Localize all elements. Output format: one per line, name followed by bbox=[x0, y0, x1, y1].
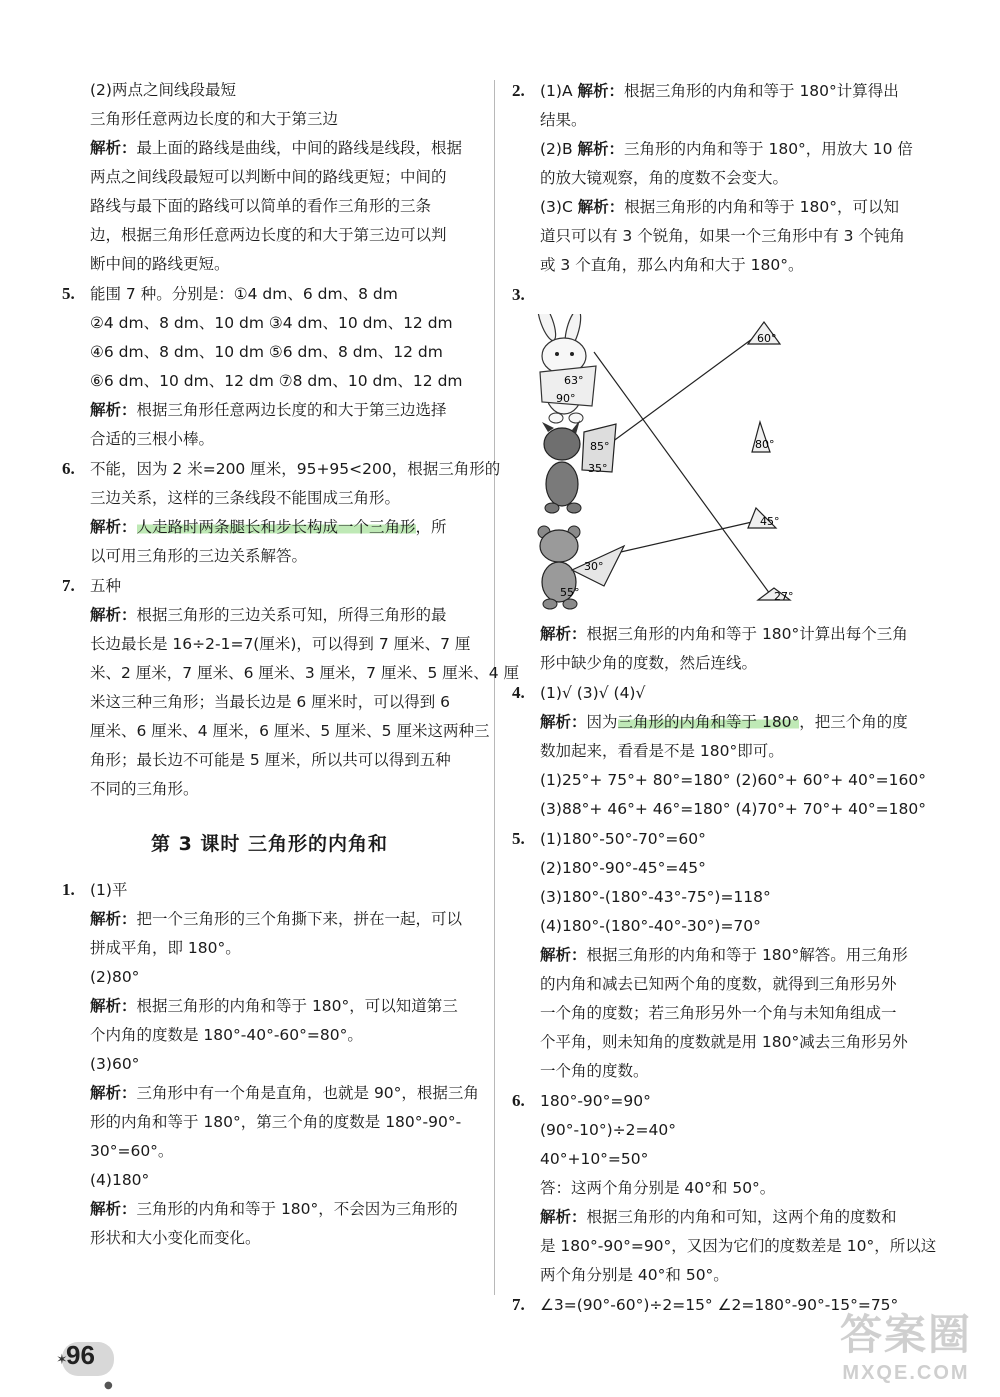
text-line: 厘米、6 厘米、4 厘米，6 厘米、5 厘米、5 厘米这两种三 bbox=[90, 722, 490, 740]
text-line: (2)180°-90°-45°=45° bbox=[540, 859, 706, 877]
text-line: 的放大镜观察，角的度数不会变大。 bbox=[540, 169, 789, 187]
q2-3 bbox=[512, 193, 930, 222]
text: 180°-90°=90° bbox=[540, 1092, 651, 1110]
text: 能围 7 种。分别是：①4 dm、6 dm、8 dm bbox=[90, 285, 398, 303]
question-number: 7. bbox=[62, 576, 75, 595]
analysis-label: 解析： bbox=[577, 82, 625, 100]
q4-2-answer: (2)两点之间线段最短 bbox=[90, 81, 236, 99]
angle-label: 35° bbox=[588, 462, 608, 475]
analysis-label: 解析： bbox=[540, 713, 587, 731]
text-line: 长边最长是 16÷2-1=7(厘米)，可以得到 7 厘米、7 厘 bbox=[90, 635, 471, 653]
question-number: 2. bbox=[512, 81, 525, 100]
highlighted-text: 人走路时两条腿长和步长构成一个三角形 bbox=[136, 518, 416, 536]
angle-label: 63° bbox=[564, 374, 584, 387]
question-6 bbox=[512, 1086, 930, 1116]
s1-2-answer: (2)80° bbox=[90, 968, 140, 986]
text-line: 30°=60°。 bbox=[90, 1142, 174, 1160]
text-line: 是 180°-90°=90°，又因为它们的度数差是 10°，所以这 bbox=[540, 1237, 937, 1255]
text-line: 合适的三根小棒。 bbox=[90, 430, 215, 448]
analysis-label: 解析： bbox=[540, 946, 587, 964]
text-line: 两个角分别是 40°和 50°。 bbox=[540, 1266, 729, 1284]
analysis-label: 解析： bbox=[577, 140, 625, 158]
text: 三角形的内角和等于 180°，用放大 10 倍 bbox=[624, 140, 913, 158]
angle-label: 80° bbox=[755, 438, 775, 451]
text: ，所 bbox=[415, 518, 447, 536]
analysis-label: 解析： bbox=[540, 625, 587, 643]
angle-label: 27° bbox=[774, 590, 794, 603]
q5-analysis bbox=[62, 396, 477, 425]
answer: (3)C bbox=[540, 198, 578, 216]
analysis-label: 解析： bbox=[540, 1208, 587, 1226]
s1-1-analysis bbox=[62, 905, 477, 934]
text-line: 三边关系，这样的三条线段不能围成三角形。 bbox=[90, 489, 401, 507]
connect-line bbox=[612, 522, 752, 554]
text: 三角形中有一个角是直角，也就是 90°，根据三角 bbox=[136, 1084, 479, 1102]
question-number: 7. bbox=[512, 1295, 525, 1314]
text: 根据三角形的内角和等于 180°解答。用三角形 bbox=[586, 946, 908, 964]
text: 根据三角形的内角和等于 180°计算得出 bbox=[624, 82, 899, 100]
question-number: 6. bbox=[62, 459, 75, 478]
text-line: 不同的三角形。 bbox=[90, 780, 199, 798]
text: 根据三角形的三边关系可知，所得三角形的最 bbox=[136, 606, 447, 624]
angle-label: 55° bbox=[560, 586, 580, 599]
analysis-label: 解析： bbox=[90, 997, 137, 1015]
text-line: 边，根据三角形任意两边长度的和大于第三边可以判 bbox=[90, 226, 447, 244]
text-line: 米、2 厘米，7 厘米、6 厘米、3 厘米，7 厘米、5 厘米、4 厘 bbox=[90, 664, 520, 682]
question-6 bbox=[62, 454, 501, 484]
right-column bbox=[512, 76, 937, 1320]
question-number: 4. bbox=[512, 683, 525, 702]
q5-analysis bbox=[512, 941, 930, 970]
text: ，把三个角的度 bbox=[799, 713, 908, 731]
text-line: (3)180°-(180°-43°-75°)=118° bbox=[540, 888, 771, 906]
text-line: 结果。 bbox=[540, 111, 587, 129]
s1-4-analysis bbox=[62, 1195, 477, 1224]
text-line: 角形；最长边不可能是 5 厘米，所以共可以得到五种 bbox=[90, 751, 451, 769]
left-column bbox=[62, 76, 520, 1253]
answer: (2)B bbox=[540, 140, 578, 158]
question-number: 3. bbox=[512, 285, 525, 304]
text-line: (3)88°+ 46°+ 46°=180° (4)70°+ 70°+ 40°=180° bbox=[540, 800, 926, 818]
text-line: 的内角和减去已知两个角的度数，就得到三角形另外 bbox=[540, 975, 897, 993]
page-number: 96 bbox=[66, 1340, 95, 1370]
analysis-label: 解析： bbox=[90, 1200, 137, 1218]
text: 根据三角形任意两边长度的和大于第三边选择 bbox=[136, 401, 447, 419]
question-4 bbox=[512, 678, 930, 708]
question-5 bbox=[62, 279, 477, 309]
text: 因为 bbox=[586, 713, 618, 731]
matching-diagram bbox=[512, 314, 922, 614]
text-line: 道只可以有 3 个锐角，如果一个三角形中有 3 个钝角 bbox=[540, 227, 905, 245]
text: 三角形的内角和等于 180°，不会因为三角形的 bbox=[136, 1200, 458, 1218]
q3-analysis bbox=[512, 620, 930, 649]
text: 根据三角形的内角和可知，这两个角的度数和 bbox=[586, 1208, 897, 1226]
analysis-label: 解析： bbox=[577, 198, 625, 216]
text: (1)180°-50°-70°=60° bbox=[540, 830, 706, 848]
bear-icon bbox=[538, 526, 624, 609]
analysis-label: 解析： bbox=[90, 139, 137, 157]
text-line: 数加起来，看看是不是 180°即可。 bbox=[540, 742, 784, 760]
q4-analysis bbox=[512, 708, 930, 737]
question-7 bbox=[62, 571, 477, 601]
text-line: 以可用三角形的三边关系解答。 bbox=[90, 547, 308, 565]
text: 把一个三角形的三个角撕下来，拼在一起，可以 bbox=[136, 910, 463, 928]
text-line: 断中间的路线更短。 bbox=[90, 255, 230, 273]
connect-line bbox=[612, 339, 752, 442]
question-number: 1. bbox=[62, 880, 75, 899]
watermark-url: MXQE.COM bbox=[842, 1362, 970, 1384]
analysis-label: 解析： bbox=[90, 1084, 137, 1102]
connect-line bbox=[594, 352, 770, 594]
text: 根据三角形的内角和等于 180°，可以知道第三 bbox=[136, 997, 458, 1015]
matching-figure bbox=[512, 314, 922, 614]
text: ∠3=(90°-60°)÷2=15° ∠2=180°-90°-15°=75° bbox=[540, 1296, 899, 1314]
text-line: ④6 dm、8 dm、10 dm ⑤6 dm、8 dm、12 dm bbox=[90, 343, 443, 361]
analysis-label: 解析： bbox=[90, 401, 137, 419]
text-line: (1)25°+ 75°+ 80°=180° (2)60°+ 60°+ 40°=160° bbox=[540, 771, 926, 789]
text: 最上面的路线是曲线，中间的路线是线段，根据 bbox=[136, 139, 463, 157]
s1-2-analysis bbox=[62, 992, 477, 1021]
text: 五种 bbox=[90, 577, 122, 595]
text-line: (4)180°-(180°-40°-30°)=70° bbox=[540, 917, 761, 935]
answer: (1)A bbox=[540, 82, 578, 100]
text-line: ⑥6 dm、10 dm、12 dm ⑦8 dm、10 dm、12 dm bbox=[90, 372, 463, 390]
s1-3-answer: (3)60° bbox=[90, 1055, 140, 1073]
dot-icon: ● bbox=[104, 1380, 113, 1391]
text-line: 个内角的度数是 180°-40°-60°=80°。 bbox=[90, 1026, 363, 1044]
text-line: 40°+10°=50° bbox=[540, 1150, 649, 1168]
q7-analysis bbox=[62, 601, 477, 630]
section-question-1 bbox=[62, 875, 477, 905]
s1-3-analysis bbox=[62, 1079, 477, 1108]
question-number: 5. bbox=[62, 284, 75, 303]
text: 根据三角形的内角和等于 180°计算出每个三角 bbox=[586, 625, 908, 643]
watermark bbox=[840, 1302, 972, 1385]
analysis-label: 解析： bbox=[90, 606, 137, 624]
s1-4-answer: (4)180° bbox=[90, 1171, 150, 1189]
angle-label: 30° bbox=[584, 560, 604, 573]
question-number: 5. bbox=[512, 829, 525, 848]
question-2 bbox=[512, 76, 930, 106]
text-line: 米这三种三角形；当最长边是 6 厘米时，可以得到 6 bbox=[90, 693, 451, 711]
text: (1)√ (3)√ (4)√ bbox=[540, 684, 646, 702]
question-3 bbox=[512, 280, 930, 310]
text-line: 个平角，则未知角的度数就是用 180°减去三角形另外 bbox=[540, 1033, 908, 1051]
q2-2 bbox=[512, 135, 930, 164]
analysis-label: 解析： bbox=[90, 910, 137, 928]
angle-label: 60° bbox=[757, 332, 777, 345]
text-line: 拼成平角，即 180°。 bbox=[90, 939, 241, 957]
text-line: 一个角的度数；若三角形另外一个角与未知角组成一 bbox=[540, 1004, 897, 1022]
text: (1)平 bbox=[90, 881, 128, 899]
text-line: ②4 dm、8 dm、10 dm ③4 dm、10 dm、12 dm bbox=[90, 314, 453, 332]
angle-label: 90° bbox=[556, 392, 576, 405]
q6-analysis bbox=[512, 1203, 930, 1232]
text: 根据三角形的内角和等于 180°，可以知 bbox=[624, 198, 899, 216]
text-line: 形中缺少角的度数，然后连线。 bbox=[540, 654, 758, 672]
question-number: 6. bbox=[512, 1091, 525, 1110]
star-icon: ✶ bbox=[56, 1352, 68, 1368]
text-line: 路线与最下面的路线可以简单的看作三角形的三条 bbox=[90, 197, 432, 215]
angle-label: 85° bbox=[590, 440, 610, 453]
highlighted-text: 三角形的内角和等于 180° bbox=[617, 713, 800, 731]
q4-analysis bbox=[62, 134, 477, 163]
angle-label: 45° bbox=[760, 515, 780, 528]
text-line: (90°-10°)÷2=40° bbox=[540, 1121, 676, 1139]
watermark-logo: 答案圈 bbox=[839, 1311, 972, 1358]
text: 不能，因为 2 米=200 厘米，95+95<200，根据三角形的 bbox=[90, 460, 501, 478]
q6-analysis bbox=[62, 513, 477, 542]
analysis-label: 解析： bbox=[90, 518, 137, 536]
text-line: 或 3 个直角，那么内角和大于 180°。 bbox=[540, 256, 804, 274]
text-line: 形的内角和等于 180°，第三个角的度数是 180°-90°- bbox=[90, 1113, 462, 1131]
text-line: 答：这两个角分别是 40°和 50°。 bbox=[540, 1179, 776, 1197]
question-5 bbox=[512, 824, 930, 854]
section-title: 第 3 课时 三角形的内角和 bbox=[150, 833, 389, 855]
text-line: 一个角的度数。 bbox=[540, 1062, 649, 1080]
text-line: 两点之间线段最短可以判断中间的路线更短；中间的 bbox=[90, 168, 447, 186]
rabbit-icon bbox=[534, 314, 596, 423]
q4-2-answer-2: 三角形任意两边长度的和大于第三边 bbox=[90, 110, 339, 128]
text-line: 形状和大小变化而变化。 bbox=[90, 1229, 261, 1247]
